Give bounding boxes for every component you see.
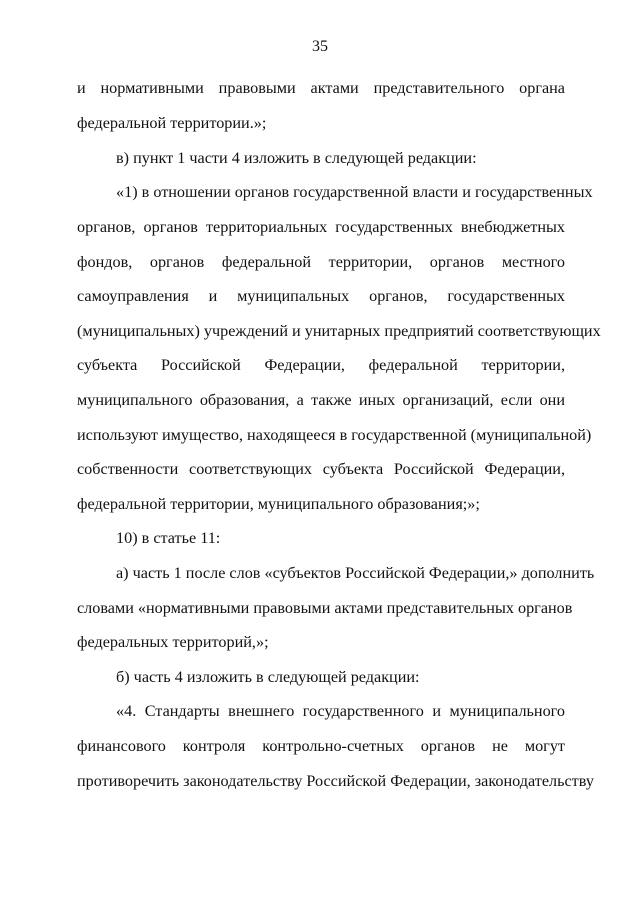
text-line: муниципального образования, а также иных организаций, если они	[77, 391, 565, 409]
text-line: собственности соответствующих субъекта Российской Федерации,	[77, 460, 565, 478]
text-line: федеральной территории, муниципального образования;»;	[77, 495, 480, 513]
text-line: «4. Стандарты внешнего государственного и муниципального	[116, 702, 565, 720]
text-line: органов, органов территориальных государственных внебюджетных	[77, 218, 565, 236]
text-line: используют имущество, находящееся в государственной (муниципальной)	[77, 426, 592, 444]
text-line: в) пункт 1 части 4 изложить в следующей редакции:	[116, 149, 477, 167]
text-line: финансового контроля контрольно-счетных органов не могут	[77, 737, 565, 755]
text-line: самоуправления и муниципальных органов, государственных	[77, 287, 565, 305]
text-line: фондов, органов федеральной территории, органов местного	[77, 253, 565, 271]
text-line: б) часть 4 изложить в следующей редакции:	[116, 668, 420, 686]
text-line: «1) в отношении органов государственной власти и государственных	[116, 183, 593, 201]
text-line: субъекта Российской Федерации, федеральной территории,	[77, 356, 565, 374]
page-number: 35	[312, 38, 328, 55]
text-line: федеральных территорий,»;	[77, 633, 269, 651]
text-line: (муниципальных) учреждений и унитарных предприятий соответствующих	[77, 322, 601, 340]
text-line: и нормативными правовыми актами представительного органа	[77, 79, 565, 97]
text-line: федеральной территории.»;	[77, 114, 267, 132]
text-line: противоречить законодательству Российской Федерации, законодательству	[77, 772, 594, 790]
text-line: а) часть 1 после слов «субъектов Российской Федерации,» дополнить	[116, 564, 595, 582]
text-line: 10) в статье 11:	[116, 529, 221, 547]
text-line: словами «нормативными правовыми актами представительных органов	[77, 599, 573, 617]
